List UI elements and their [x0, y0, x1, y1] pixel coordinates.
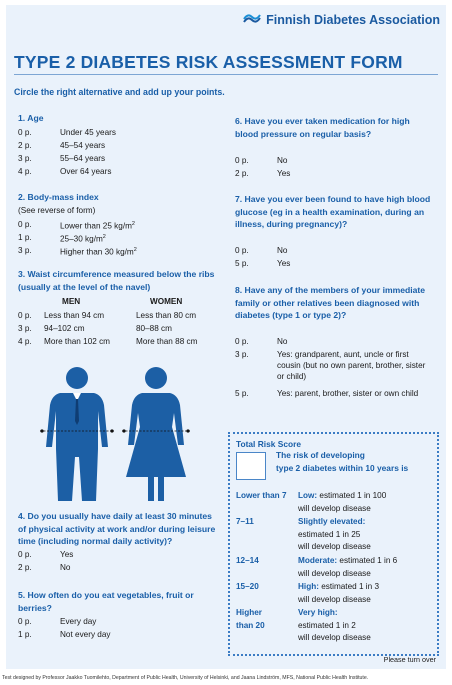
footer-credit: Test designed by Professor Jaakko Tuomilehto, Department of Public Health, University of Helsinki, and Jaana Lindström, MFS, National Public Health Institute.: [2, 675, 369, 681]
risk-note: will develop disease: [298, 594, 371, 604]
risk-estimate: estimated 1 in 100: [317, 491, 387, 500]
option-label: 55–64 years: [60, 154, 106, 163]
option-label: No: [277, 337, 288, 346]
q6-option[interactable]: [235, 155, 435, 166]
risk-estimate: estimated 1 in 25: [298, 529, 361, 539]
q4-title: [18, 510, 215, 548]
instruction: Circle the right alternative and add up your points.: [14, 87, 225, 97]
option-points: 0 p.: [18, 617, 32, 626]
option-label: 25–30: [60, 234, 86, 244]
option-points: 5 p.: [235, 389, 249, 398]
option-label: Every day: [60, 617, 97, 626]
risk-title: Total Risk Score: [236, 439, 302, 449]
q4-title-line: time (including normal daily activity)?: [18, 536, 173, 546]
women-header: WOMEN: [150, 297, 183, 306]
q8-option[interactable]: [235, 388, 440, 399]
option-points: 3 p.: [235, 350, 249, 359]
risk-level: High:: [298, 582, 319, 591]
option-points: 0 p.: [18, 128, 32, 137]
risk-note: will develop disease: [298, 503, 371, 513]
please-turn-over: Please turn over: [383, 655, 436, 664]
option-points: 0 p.: [18, 220, 32, 229]
score-range: than 20: [236, 620, 265, 630]
q1-option[interactable]: [18, 153, 208, 164]
q7-title-line: glucose (eg in a health examination, during an: [235, 206, 425, 217]
q2-note: (See reverse of form): [18, 206, 96, 215]
women-value: More than 88 cm: [136, 337, 198, 346]
q2-title: 2. Body-mass index: [18, 192, 99, 202]
q5-option[interactable]: [18, 629, 208, 640]
q5-title-line: 5. How often do you eat vegetables, fruit or: [18, 590, 194, 600]
option-points: 2 p.: [18, 141, 32, 150]
score-range: Higher: [236, 608, 262, 617]
option-label: Yes: [277, 169, 291, 178]
q1-option[interactable]: [18, 140, 208, 151]
q3-option[interactable]: [18, 323, 233, 334]
q6-option[interactable]: [235, 168, 435, 179]
score-range: 7–11: [236, 517, 254, 526]
association-logo-icon: [243, 12, 261, 27]
option-label: Lower than 25: [60, 221, 115, 231]
q4-title-line: 4. Do you usually have daily at least 30 minutes: [18, 511, 212, 521]
page-title: TYPE 2 DIABETES RISK ASSESSMENT FORM: [14, 52, 403, 72]
q4-option[interactable]: [18, 562, 208, 573]
option-label: Higher than 30: [60, 247, 116, 257]
q7-option[interactable]: [235, 258, 435, 269]
option-points: 4 p.: [18, 167, 32, 176]
men-value: Less than 94 cm: [44, 311, 105, 320]
option-points: 0 p.: [18, 550, 32, 559]
q4-option[interactable]: [18, 549, 208, 560]
option-points: 0 p.: [235, 246, 249, 255]
risk-desc-line: type 2 diabetes within 10 years is: [276, 463, 409, 473]
option-label: No: [277, 246, 288, 255]
q1-option[interactable]: [18, 127, 208, 138]
q3-option[interactable]: [18, 336, 233, 347]
unit-exponent: 2: [133, 247, 137, 253]
score-range: 12–14: [236, 556, 259, 565]
risk-estimate: estimated 1 in 3: [318, 582, 379, 591]
q3-title-line: 3. Waist circumference measured below the ribs: [18, 269, 215, 279]
option-points: 3 p.: [18, 246, 32, 255]
q8-title-line: diabetes (type 1 or type 2)?: [235, 310, 347, 320]
option-points: 5 p.: [235, 259, 249, 268]
option-points: 1 p.: [18, 630, 32, 639]
option-label: 45–54 years: [60, 141, 106, 150]
risk-description: [276, 449, 408, 475]
risk-level: Slightly elevated:: [298, 517, 366, 526]
option-unit: kg/m: [85, 234, 103, 244]
option-points: 0 p.: [18, 311, 32, 320]
risk-level: Low:: [298, 491, 318, 500]
org-name: Finnish Diabetes Association: [266, 12, 440, 27]
q8-title-line: family or other relatives been diagnosed with: [235, 297, 420, 308]
option-label: No: [60, 563, 71, 572]
q5-title-line: berries?: [18, 602, 52, 613]
option-points: 0 p.: [235, 156, 249, 165]
risk-note: will develop disease: [298, 542, 371, 551]
risk-estimate: estimated 1 in 2: [298, 620, 356, 630]
q6-title-line: blood pressure on regular basis?: [235, 128, 372, 139]
risk-level: Very high:: [298, 608, 338, 617]
option-points: 4 p.: [18, 337, 32, 346]
q3-title: [18, 268, 214, 293]
q7-title-line: illness, during pregnancy)?: [235, 219, 348, 229]
risk-estimate: estimated 1 in 6: [337, 556, 398, 565]
option-label: Yes: [277, 259, 291, 268]
option-points: 3 p.: [18, 324, 32, 333]
option-points: 0 p.: [235, 337, 249, 346]
q8-title-line: 8. Have any of the members of your immediate: [235, 285, 426, 295]
women-value: 80–88 cm: [136, 324, 172, 333]
risk-note: will develop disease: [298, 633, 371, 642]
q8-title: [235, 284, 425, 322]
q5-title: [18, 589, 194, 614]
q7-option[interactable]: [235, 245, 435, 256]
option-label: Not every day: [60, 630, 111, 639]
q3-option[interactable]: [18, 310, 233, 321]
option-unit: kg/m: [116, 247, 134, 257]
men-value: 94–102 cm: [44, 324, 85, 333]
q2-option[interactable]: [18, 245, 218, 258]
q6-title: [235, 115, 410, 140]
total-score-field[interactable]: [236, 452, 266, 480]
option-points: 2 p.: [18, 563, 32, 572]
women-value: Less than 80 cm: [136, 311, 197, 320]
risk-row: [236, 490, 428, 515]
title-rule: [14, 74, 438, 75]
option-points: 3 p.: [18, 154, 32, 163]
q7-title-line: 7. Have you ever been found to have high blood: [235, 194, 431, 204]
q4-title-line: of physical activity at work and/or during leisure: [18, 523, 216, 534]
risk-row: [236, 516, 428, 554]
total-risk-score-box: [228, 432, 439, 656]
option-label: Under 45 years: [60, 128, 116, 137]
option-unit: kg/m: [114, 221, 132, 231]
org-logo: [243, 12, 440, 27]
risk-level: Moderate:: [298, 556, 338, 565]
q7-title: [235, 193, 430, 231]
option-label: Over 64 years: [60, 167, 112, 176]
option-label: Yes: parent, brother, sister or own child: [277, 389, 419, 398]
option-label: Yes: grandparent, aunt, uncle or first: [277, 350, 409, 359]
risk-row: [236, 581, 428, 606]
risk-row: [236, 607, 428, 645]
men-value: More than 102 cm: [44, 337, 110, 346]
q1-option[interactable]: [18, 166, 208, 177]
score-range: Lower than 7: [236, 491, 287, 500]
waist-measurement-figures-icon: [30, 365, 200, 505]
risk-row: [236, 555, 428, 580]
q2-option[interactable]: [18, 232, 218, 245]
q8-option[interactable]: [235, 349, 440, 382]
option-label: Yes: [60, 550, 74, 559]
q2-option[interactable]: [18, 219, 218, 232]
q1-title: 1. Age: [18, 113, 44, 123]
q8-option[interactable]: [235, 336, 440, 347]
score-range: 15–20: [236, 582, 259, 591]
q5-option[interactable]: [18, 616, 208, 627]
option-label: cousin (but no own parent, brother, sister: [277, 361, 426, 370]
unit-exponent: 2: [131, 221, 135, 227]
option-label: No: [277, 156, 288, 165]
q6-title-line: 6. Have you ever taken medication for high: [235, 116, 410, 126]
unit-exponent: 2: [102, 234, 106, 240]
men-header: MEN: [62, 297, 81, 306]
option-label: or child): [277, 372, 307, 381]
option-points: 2 p.: [235, 169, 249, 178]
q3-title-line: (usually at the level of the navel): [18, 281, 151, 292]
option-points: 1 p.: [18, 233, 32, 242]
risk-note: will develop disease: [298, 568, 371, 578]
risk-desc-line: The risk of developing: [276, 450, 365, 460]
